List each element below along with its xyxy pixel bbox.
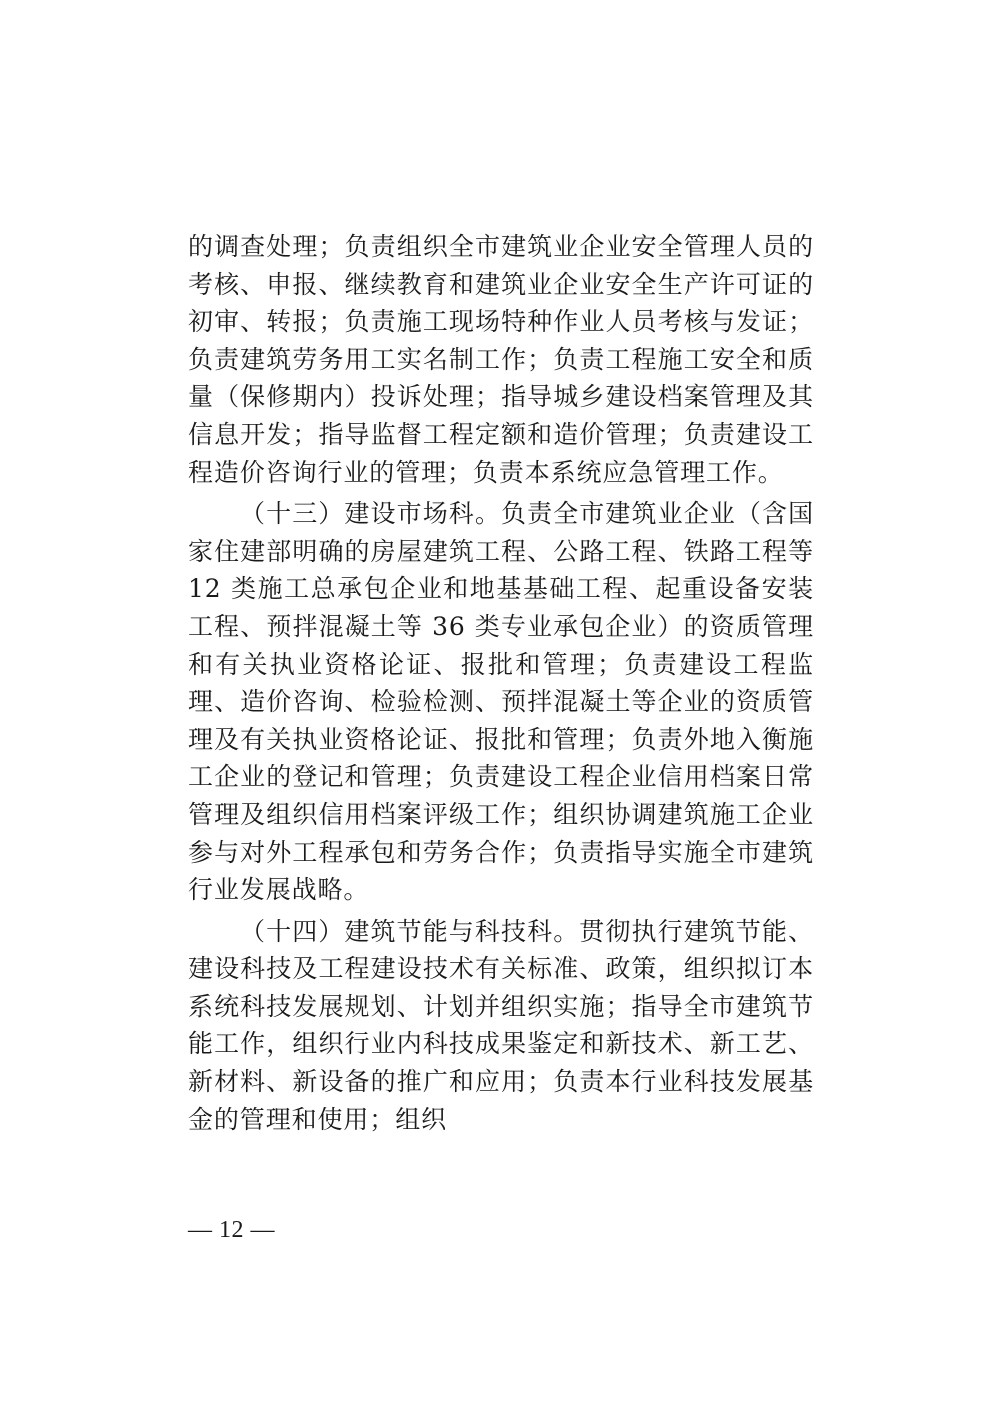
paragraph-section-13: （十三）建设市场科。负责全市建筑业企业（含国家住建部明确的房屋建筑工程、公路工程、铁路工程等 12 类施工总承包企业和地基基础工程、起重设备安装工程、预拌混凝土等 36 类专业承包企业）的资质管理和有关执业资格论证、报批和管理；负责建设工程监理、造价咨询、检验检测、预拌混凝土等企业的资质管理及有关执业资格论证、报批和管理；负责外地入衡施工企业的登记和管理；负责建设工程企业信用档案日常管理及组织信用档案评级工作；组织协调建筑施工企业参与对外工程承包和劳务合作；负责指导实施全市建筑行业发展战略。: [188, 499, 814, 905]
paragraph-continued: 的调查处理；负责组织全市建筑业企业安全管理人员的考核、申报、继续教育和建筑业企业安全生产许可证的初审、转报；负责施工现场特种作业人员考核与发证；负责建筑劳务用工实名制工作；负责工程施工安全和质量（保修期内）投诉处理；指导城乡建设档案管理及其信息开发；指导监督工程定额和造价管理；负责建设工程造价咨询行业的管理；负责本系统应急管理工作。: [188, 232, 814, 487]
paragraph-section-14: （十四）建筑节能与科技科。贯彻执行建筑节能、建设科技及工程建设技术有关标准、政策，组织拟订本系统科技发展规划、计划并组织实施；指导全市建筑节能工作，组织行业内科技成果鉴定和新技术、新工艺、新材料、新设备的推广和应用；负责本行业科技发展基金的管理和使用；组织: [188, 916, 814, 1134]
body-text: [188, 228, 814, 1138]
page-number: — 12 —: [188, 1217, 275, 1243]
